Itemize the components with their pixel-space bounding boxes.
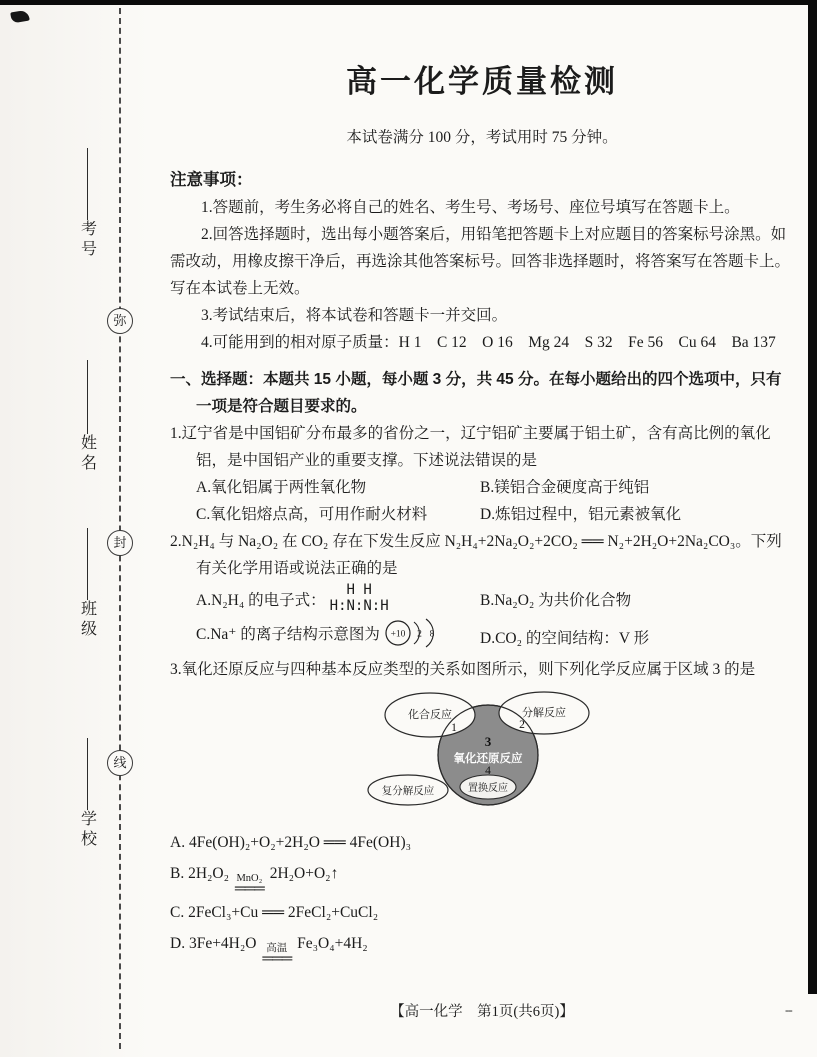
question-2-options-row-1 (170, 582, 794, 614)
seal-char-xian: 线 (107, 750, 133, 776)
q2-option-a-label: A.N₂H₄ 的电子式： (196, 592, 326, 609)
fill-in-line (87, 360, 88, 434)
question-2-stem: 2.N₂H₄ 与 Na₂O₂ 在 CO₂ 存在下发生反应 N₂H₄+2Na₂O₂+2CO₂ ══ N₂+2H₂O+2Na₂CO₃。下列有关化学用语或说法正确的是 (170, 533, 782, 577)
q2-option-c-label: C.Na⁺ 的离子结构示意图为 (196, 626, 380, 643)
fill-in-line (87, 148, 88, 220)
seal-field-label: 学校 (78, 810, 96, 850)
venn-label-decomposition: 分解反应 (522, 707, 566, 719)
notes-heading: 注意事项： (170, 171, 253, 189)
seal-field-class (72, 528, 102, 640)
equals-bar: ═══ (234, 881, 264, 897)
venn-region-4: 4 (485, 765, 491, 777)
seal-char-mi: 弥 (107, 308, 133, 334)
ion-nucleus-charge: +10 (390, 629, 406, 640)
electron-dot-structure (330, 582, 389, 614)
question-1-stem: 1.辽宁省是中国铝矿分布最多的省份之一，辽宁铝矿主要属于铝土矿，含有高比例的氧化铝，是中国铝产业的重要支撑。下述说法错误的是 (170, 425, 771, 469)
seal-field-exam-number (72, 148, 102, 260)
venn-label-combination: 化合反应 (408, 709, 452, 721)
seal-char-feng: 封 (107, 530, 133, 556)
exam-content (170, 36, 794, 965)
note-item-1: 1.答题前，考生务必将自己的姓名、考生号、考场号、座位号填写在答题卡上。 (201, 199, 740, 216)
question-1-options-row-1 (170, 474, 794, 501)
lewis-bottom-row: H:N:N:H (329, 598, 389, 614)
seal-field-label: 考号 (78, 220, 96, 260)
q1-option-a: A.氧化铝属于两性氧化物 (196, 479, 367, 496)
scan-edge-dashes: -- (785, 1002, 792, 1017)
scan-edge-top (0, 0, 817, 5)
q1-option-c: C.氧化铝熔点高，可用作耐火材料 (196, 506, 428, 523)
reaction-condition: MnO₂ (236, 873, 263, 884)
reaction-condition: 高温 (266, 943, 288, 954)
lewis-top-row: H H (329, 582, 372, 598)
seal-field-school (72, 738, 102, 850)
ion-shell-1-electrons: 2 (416, 629, 422, 640)
q1-option-b: B.镁铝合金硬度高于纯铝 (480, 479, 650, 496)
q3-option-d (170, 930, 794, 965)
fill-in-line (87, 738, 88, 810)
q3-option-b-lhs: B. 2H₂O₂ (170, 865, 233, 882)
reaction-condition-equals (235, 873, 264, 895)
question-3-stem: 3.氧化还原反应与四种基本反应类型的关系如图所示，则下列化学反应属于区域 3 的是 (170, 661, 756, 678)
venn-region-1: 1 (451, 722, 457, 734)
seal-field-label: 班级 (78, 600, 96, 640)
venn-label-redox: 氧化还原反应 (453, 753, 523, 765)
section-1-heading: 一、选择题：本题共 15 小题，每小题 3 分，共 45 分。在每小题给出的四个选项中，只有一项是符合题目要求的。 (170, 371, 782, 415)
q1-option-d: D.炼铝过程中，铝元素被氧化 (480, 506, 682, 523)
equals-bar: ═══ (262, 951, 292, 967)
note-item-3: 3.考试结束后，将本试卷和答题卡一并交回。 (201, 307, 508, 324)
venn-label-displacement: 置换反应 (468, 783, 508, 794)
ion-shell-2-electrons: 8 (429, 629, 435, 640)
seal-field-name (72, 360, 102, 474)
q3-option-b-rhs: 2H₂O+O₂↑ (265, 865, 339, 882)
venn-label-metathesis: 复分解反应 (381, 786, 435, 797)
reaction-condition-equals (262, 943, 291, 965)
q2-option-b: B.Na₂O₂ 为共价化合物 (480, 592, 632, 609)
q3-option-b (170, 860, 794, 895)
note-item-2: 2.回答选择题时，选出每小题答案后，用铅笔把答题卡上对应题目的答案标号涂黑。如需改动，用橡皮擦干净后，再选涂其他答案标号。回答非选择题时，将答案写在答题卡上。写在本试卷上无效。 (170, 226, 791, 297)
venn-region-3: 3 (484, 734, 492, 749)
scan-corner-mark (10, 10, 30, 24)
ion-structure-diagram (383, 614, 443, 652)
note-item-4: 4.可能用到的相对原子质量：H 1 C 12 O 16 Mg 24 S 32 Fe 56 Cu 64 Ba 137 (201, 334, 776, 351)
q3-option-a: A. 4Fe(OH)₂+O₂+2H₂O ══ 4Fe(OH)₃ (170, 834, 412, 851)
q3-option-d-rhs: Fe₃O₄+4H₂ (293, 935, 368, 952)
fill-in-line (87, 528, 88, 600)
q2-option-d: D.CO₂ 的空间结构：V 形 (480, 630, 650, 647)
seal-dashed-line (119, 8, 121, 1049)
q3-option-d-lhs: D. 3Fe+4H₂O (170, 935, 261, 952)
page-title: 高一化学质量检测 (346, 64, 618, 99)
question-2-options-row-2 (170, 614, 794, 652)
page-footer: 【高一化学 第1页(共6页)】 (390, 1004, 574, 1020)
venn-diagram-svg (338, 687, 648, 819)
q3-option-c: C. 2FeCl₃+Cu ══ 2FeCl₂+CuCl₂ (170, 904, 379, 921)
venn-diagram (338, 687, 794, 819)
exam-info-line: 本试卷满分 100 分，考试用时 75 分钟。 (346, 129, 618, 146)
venn-region-2: 2 (519, 719, 525, 731)
scan-edge-right (808, 0, 817, 994)
seal-field-label: 姓名 (78, 434, 96, 474)
q2-option-c (196, 614, 480, 652)
question-1-options-row-2 (170, 501, 794, 528)
q2-option-a (196, 582, 480, 614)
